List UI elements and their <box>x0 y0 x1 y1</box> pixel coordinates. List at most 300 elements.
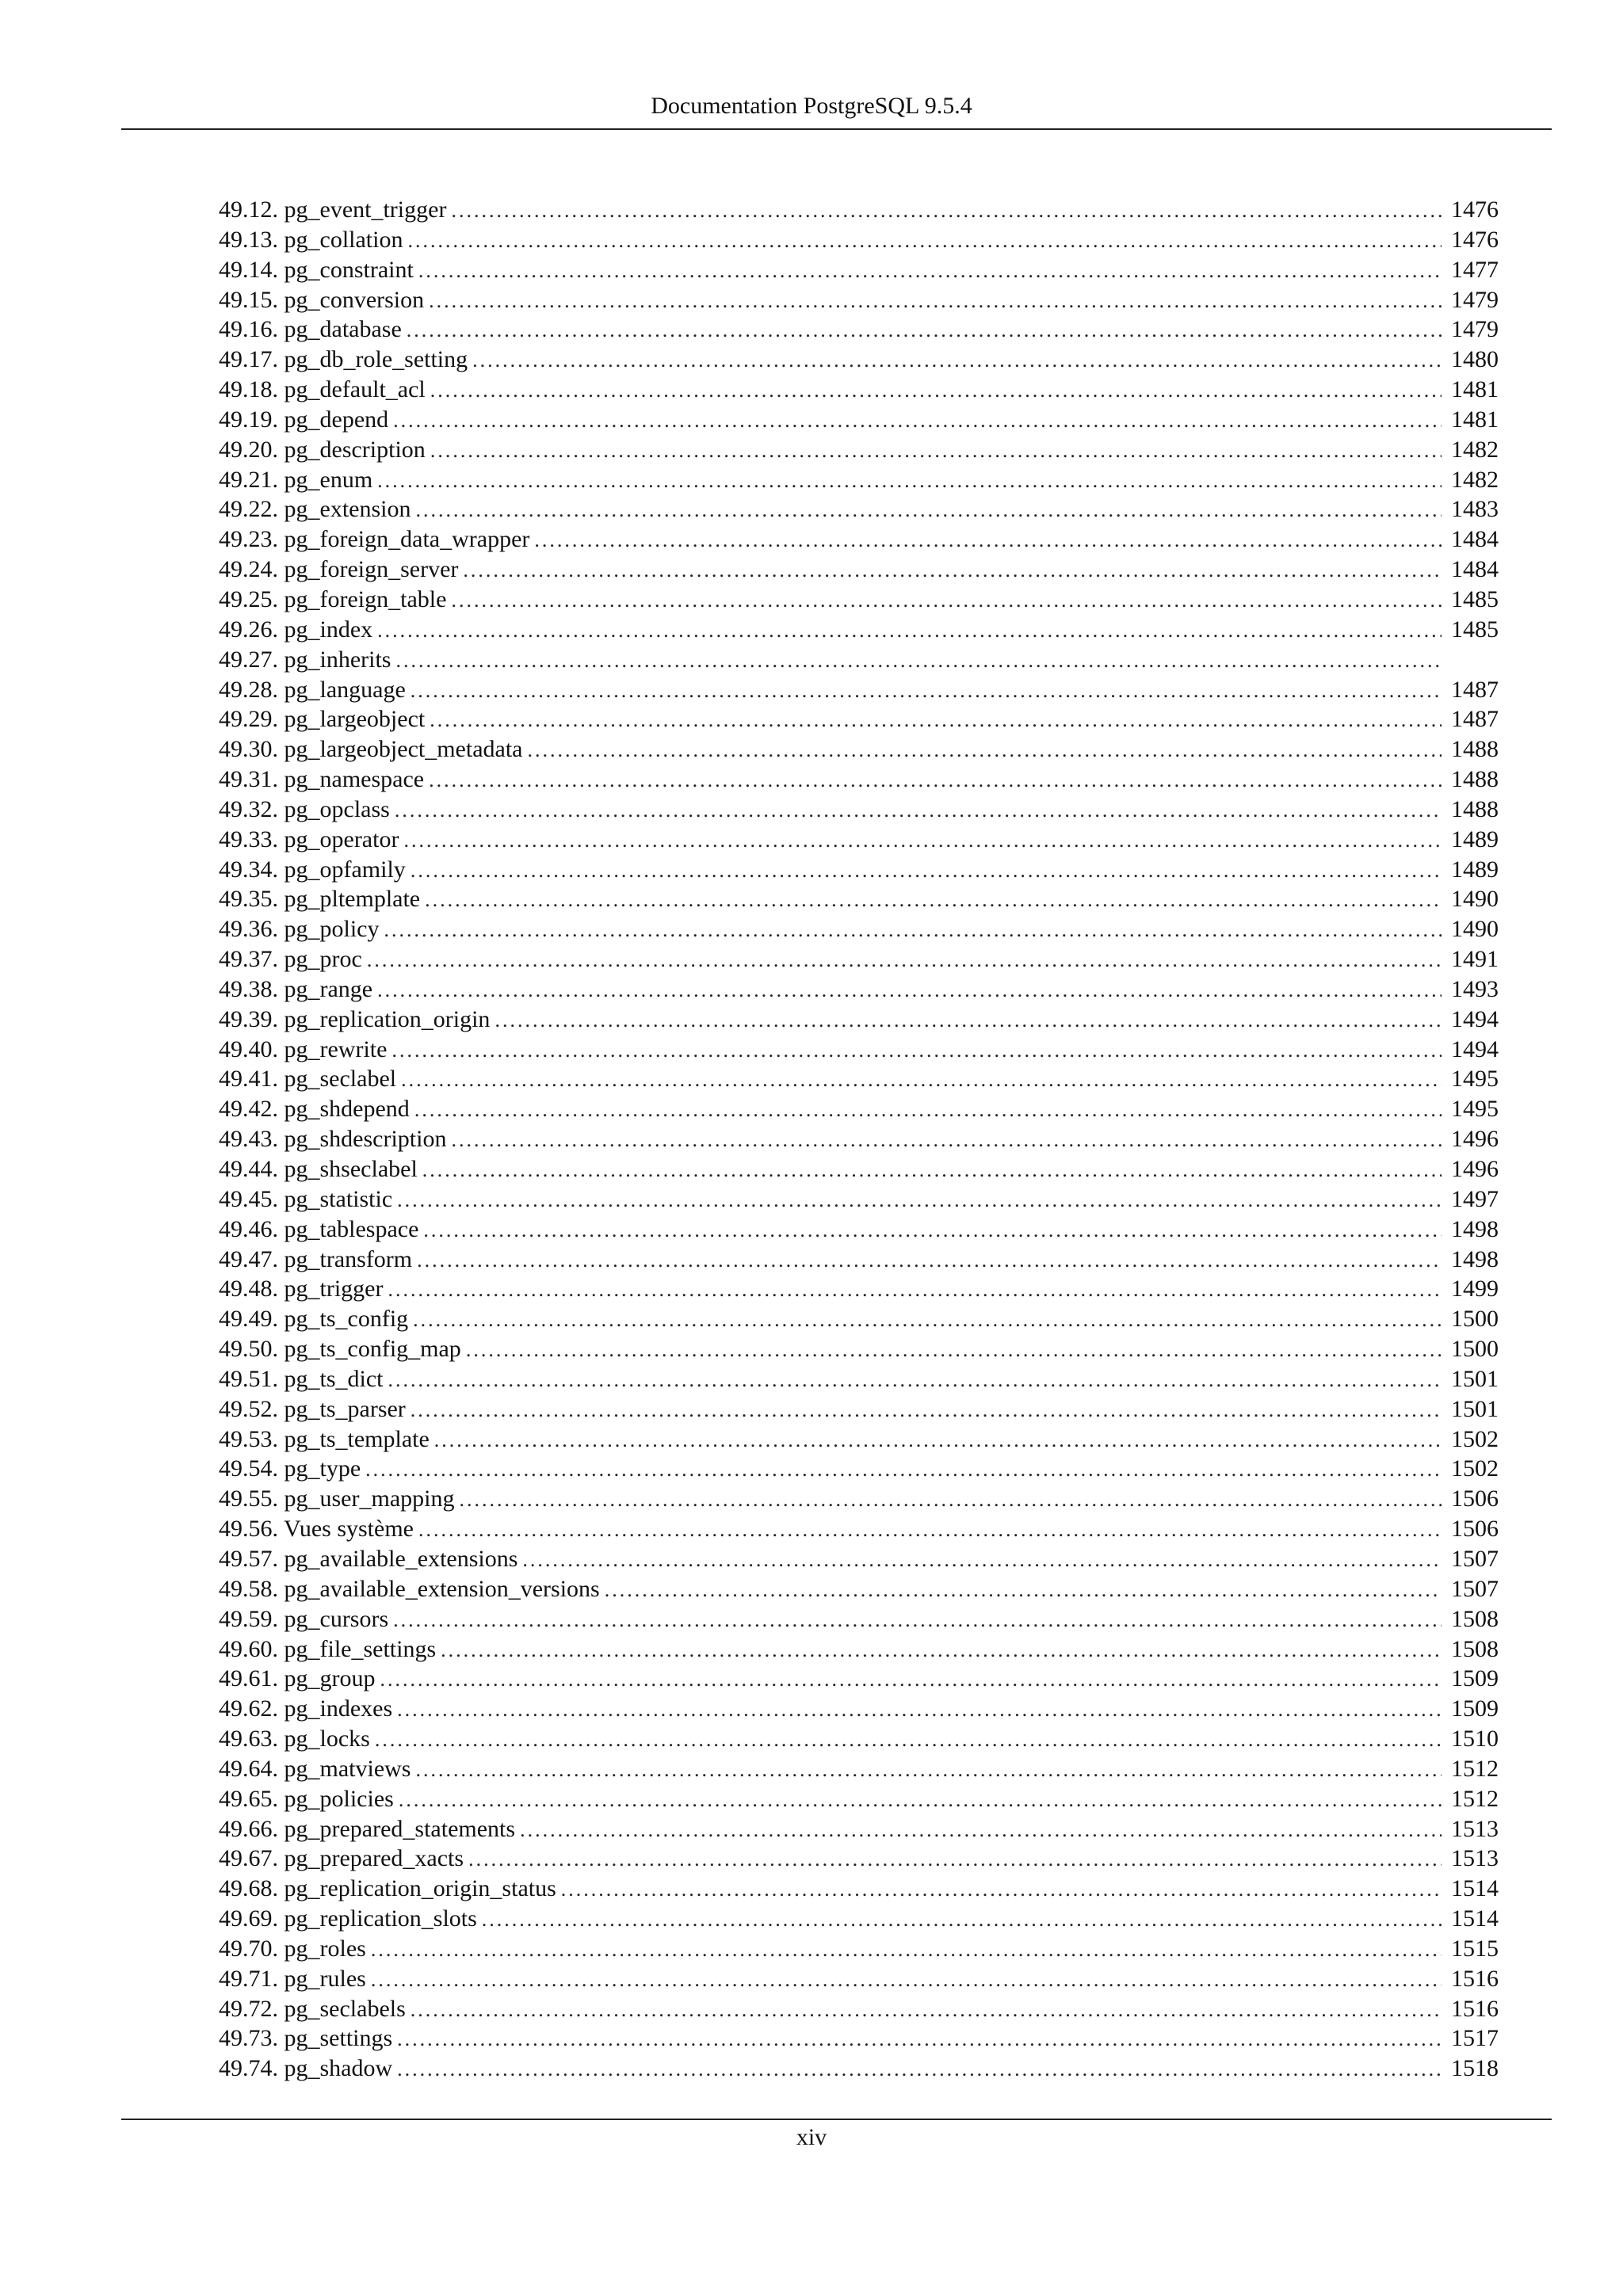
dot-leader <box>393 406 1442 436</box>
toc-entry[interactable] <box>219 1544 1499 1574</box>
toc-entry-label <box>219 1005 490 1035</box>
toc-entry-label <box>219 944 362 974</box>
toc-entry-title: pg_policies <box>284 1785 394 1812</box>
toc-entry[interactable] <box>219 1574 1499 1604</box>
toc-entry-label <box>219 1814 515 1844</box>
toc-entry-number: 49.71. <box>219 1965 278 1992</box>
toc-entry-number: 49.72. <box>219 1995 278 2022</box>
toc-entry[interactable] <box>219 494 1499 524</box>
toc-entry-label <box>219 1094 410 1124</box>
dot-leader <box>397 1695 1442 1725</box>
dot-leader <box>472 345 1442 376</box>
toc-entry-label <box>219 1394 406 1425</box>
toc-entry-title: pg_locks <box>284 1726 370 1753</box>
toc-entry[interactable] <box>219 1274 1499 1304</box>
toc-entry-page: 1512 <box>1451 1785 1499 1812</box>
toc-entry[interactable] <box>219 1364 1499 1394</box>
dot-leader <box>371 1935 1442 1965</box>
toc-entry-title: pg_type <box>284 1455 361 1482</box>
toc-entry-label <box>219 494 411 524</box>
toc-entry-page: 1518 <box>1451 2055 1499 2082</box>
dot-leader <box>468 1844 1442 1875</box>
dot-leader <box>495 1005 1442 1035</box>
toc-entry-title: pg_ts_config_map <box>284 1336 461 1363</box>
toc-entry[interactable] <box>219 1604 1499 1634</box>
toc-entry-number: 49.50. <box>219 1336 278 1363</box>
toc-entry-page: 1506 <box>1451 1486 1499 1512</box>
toc-entry-number: 49.47. <box>219 1245 278 1272</box>
toc-entry-title: pg_range <box>284 975 373 1002</box>
toc-entry[interactable] <box>219 675 1499 705</box>
toc-entry-number: 49.33. <box>219 826 278 852</box>
dot-leader <box>407 226 1442 256</box>
toc-entry[interactable] <box>219 465 1499 495</box>
toc-entry[interactable] <box>219 615 1499 645</box>
toc-entry-title: Vues système <box>283 1516 414 1543</box>
toc-entry-title: pg_rewrite <box>284 1035 388 1062</box>
toc-entry-number: 49.59. <box>219 1605 278 1632</box>
toc-entry[interactable] <box>219 1245 1499 1275</box>
toc-entry[interactable] <box>219 944 1499 974</box>
toc-entry-title: pg_available_extension_versions <box>284 1575 600 1602</box>
toc-entry[interactable] <box>219 1514 1499 1544</box>
toc-entry-number: 49.40. <box>219 1035 278 1062</box>
toc-entry-title: pg_enum <box>284 466 373 493</box>
toc-entry-page: 1509 <box>1451 1665 1499 1692</box>
dot-leader <box>422 1155 1442 1185</box>
toc-entry[interactable] <box>219 585 1499 615</box>
toc-entry-page: 1509 <box>1451 1695 1499 1722</box>
toc-entry-number: 49.57. <box>219 1545 278 1572</box>
dot-leader <box>522 1545 1442 1575</box>
toc-entry-page: 1488 <box>1451 736 1499 763</box>
toc-entry-number: 49.62. <box>219 1695 278 1722</box>
toc-entry-page: 1499 <box>1451 1276 1499 1302</box>
toc-entry-number: 49.19. <box>219 406 278 433</box>
dot-leader <box>429 765 1442 795</box>
toc-entry-title: pg_replication_origin <box>284 1005 491 1032</box>
toc-entry[interactable] <box>219 1094 1499 1124</box>
toc-entry-label <box>219 1215 418 1245</box>
dot-leader <box>411 676 1442 706</box>
toc-entry-title: pg_pltemplate <box>284 886 421 913</box>
toc-entry[interactable] <box>219 1844 1499 1874</box>
toc-entry-number: 49.17. <box>219 346 278 373</box>
toc-entry-title: pg_constraint <box>284 256 414 283</box>
toc-entry-label <box>219 1604 388 1634</box>
dot-leader <box>414 1095 1442 1125</box>
dot-leader <box>397 2054 1442 2084</box>
toc-entry[interactable] <box>219 1964 1499 1994</box>
toc-entry-label <box>219 1844 464 1874</box>
toc-entry[interactable] <box>219 405 1499 435</box>
toc-entry-label <box>219 1245 412 1275</box>
toc-entry-page: 1484 <box>1451 526 1499 553</box>
toc-entry-page: 1508 <box>1451 1635 1499 1662</box>
toc-entry[interactable] <box>219 1934 1499 1964</box>
toc-entry-label <box>219 1064 396 1094</box>
toc-entry-title: pg_transform <box>284 1245 413 1272</box>
toc-entry-title: pg_depend <box>284 406 389 433</box>
toc-entry[interactable] <box>219 1425 1499 1455</box>
dot-leader <box>415 495 1442 525</box>
toc-entry-title: pg_ts_parser <box>284 1395 406 1422</box>
toc-entry-label <box>219 1425 430 1455</box>
toc-entry-title: pg_largeobject <box>284 706 426 733</box>
toc-entry-number: 49.22. <box>219 496 278 523</box>
toc-entry-label <box>219 1934 366 1964</box>
toc-entry-title: pg_shdescription <box>284 1126 447 1153</box>
toc-entry[interactable] <box>219 974 1499 1005</box>
toc-entry-label <box>219 1964 366 1994</box>
toc-entry-label <box>219 345 468 375</box>
toc-entry[interactable] <box>219 734 1499 765</box>
toc-entry[interactable] <box>219 765 1499 795</box>
toc-entry[interactable] <box>219 1784 1499 1814</box>
toc-entry-label <box>219 795 390 825</box>
toc-entry[interactable] <box>219 1334 1499 1364</box>
toc-entry-number: 49.67. <box>219 1845 278 1872</box>
toc-entry[interactable] <box>219 524 1499 555</box>
toc-entry-number: 49.16. <box>219 316 278 343</box>
toc-entry-page: 1494 <box>1451 1035 1499 1062</box>
toc-entry[interactable] <box>219 255 1499 285</box>
toc-entry-page: 1507 <box>1451 1545 1499 1572</box>
toc-entry-number: 49.31. <box>219 766 278 793</box>
toc-entry-label <box>219 405 388 435</box>
toc-entry-title: pg_user_mapping <box>284 1486 455 1512</box>
toc-entry-label <box>219 375 426 405</box>
toc-entry-page: 1495 <box>1451 1096 1499 1123</box>
toc-entry-number: 49.46. <box>219 1215 278 1242</box>
dot-leader <box>418 1515 1442 1545</box>
toc-entry-label <box>219 1694 392 1724</box>
toc-entry-title: pg_inherits <box>284 646 391 673</box>
toc-entry[interactable] <box>219 1394 1499 1425</box>
toc-entry-label <box>219 1544 517 1574</box>
toc-entry-page: 1502 <box>1451 1455 1499 1482</box>
toc-entry[interactable] <box>219 1664 1499 1694</box>
toc-entry-label <box>219 524 529 555</box>
toc-entry-title: pg_indexes <box>284 1695 393 1722</box>
toc-entry[interactable] <box>219 1634 1499 1665</box>
dot-leader <box>423 1215 1442 1245</box>
toc-entry-page: 1513 <box>1451 1815 1499 1842</box>
toc-entry-title: pg_database <box>284 316 402 343</box>
toc-entry-number: 49.49. <box>219 1306 278 1333</box>
toc-entry-page: 1485 <box>1451 616 1499 643</box>
toc-entry[interactable] <box>219 855 1499 885</box>
toc-entry-label <box>219 585 446 615</box>
toc-entry[interactable] <box>219 2023 1499 2054</box>
toc-entry[interactable] <box>219 1124 1499 1154</box>
toc-entry-number: 49.68. <box>219 1875 278 1902</box>
toc-entry-page: 1476 <box>1451 226 1499 253</box>
toc-entry-title: pg_db_role_setting <box>284 346 468 373</box>
dot-leader <box>466 1335 1442 1365</box>
toc-entry-label <box>219 285 424 315</box>
toc-entry-number: 49.43. <box>219 1126 278 1153</box>
dot-leader <box>365 1455 1442 1485</box>
toc-entry-page: 1501 <box>1451 1365 1499 1392</box>
toc-entry[interactable] <box>219 1904 1499 1934</box>
toc-entry-title: pg_ts_config <box>284 1306 409 1333</box>
toc-entry-number: 49.69. <box>219 1905 278 1932</box>
toc-entry-title: pg_default_acl <box>284 376 426 403</box>
toc-entry-number: 49.45. <box>219 1185 278 1212</box>
toc-entry-label <box>219 734 522 765</box>
toc-entry-label <box>219 1994 406 2024</box>
dot-leader <box>371 1965 1442 1995</box>
toc-entry-title: pg_policy <box>284 916 380 943</box>
toc-entry[interactable] <box>219 1064 1499 1094</box>
toc-entry-number: 49.25. <box>219 585 278 612</box>
toc-entry-page: 1496 <box>1451 1156 1499 1182</box>
toc-entry[interactable] <box>219 1874 1499 1904</box>
toc-entry-page: 1485 <box>1451 585 1499 612</box>
toc-entry-title: pg_seclabel <box>284 1066 397 1093</box>
toc-entry-page: 1482 <box>1451 466 1499 493</box>
toc-entry-title: pg_description <box>284 436 426 463</box>
toc-entry-title: pg_opclass <box>284 795 390 822</box>
toc-entry-label <box>219 435 426 465</box>
toc-entry[interactable] <box>219 704 1499 734</box>
toc-entry-page: 1510 <box>1451 1726 1499 1753</box>
toc-entry-title: pg_opfamily <box>284 856 406 883</box>
dot-leader <box>434 1425 1442 1455</box>
toc-entry-label <box>219 1664 376 1694</box>
toc-entry[interactable] <box>219 1994 1499 2024</box>
toc-entry-page: 1515 <box>1451 1935 1499 1962</box>
toc-entry-number: 49.27. <box>219 646 278 673</box>
toc-entry-label <box>219 1874 556 1904</box>
toc-entry[interactable] <box>219 1005 1499 1035</box>
toc-entry-title: pg_replication_origin_status <box>284 1875 556 1902</box>
toc-entry-label <box>219 855 406 885</box>
toc-entry[interactable] <box>219 645 1499 675</box>
dot-leader <box>391 1035 1442 1066</box>
dot-leader <box>407 315 1442 345</box>
toc-entry-title: pg_shdepend <box>284 1096 410 1123</box>
toc-entry-title: pg_conversion <box>284 286 425 313</box>
toc-entry-number: 49.28. <box>219 676 278 703</box>
toc-entry[interactable] <box>219 225 1499 255</box>
toc-entry-number: 49.51. <box>219 1365 278 1392</box>
toc-entry-page: 1487 <box>1451 706 1499 733</box>
dot-leader <box>380 1665 1442 1695</box>
toc-entry-title: pg_collation <box>284 226 403 253</box>
toc-entry-title: pg_ts_template <box>284 1425 430 1452</box>
dot-leader <box>430 376 1442 406</box>
toc-entry-number: 49.36. <box>219 916 278 943</box>
toc-entry[interactable] <box>219 2054 1499 2084</box>
toc-entry-number: 49.58. <box>219 1575 278 1602</box>
dot-leader <box>415 1755 1442 1785</box>
toc-entry-page: 1502 <box>1451 1425 1499 1452</box>
dot-leader <box>377 616 1442 646</box>
toc-entry-label <box>219 914 380 944</box>
toc-entry-label <box>219 1304 408 1334</box>
toc-entry[interactable] <box>219 1184 1499 1215</box>
toc-entry-number: 49.61. <box>219 1665 278 1692</box>
toc-entry-title: pg_cursors <box>284 1605 389 1632</box>
toc-entry-page: 1491 <box>1451 946 1499 973</box>
toc-entry[interactable] <box>219 1724 1499 1754</box>
toc-entry-label <box>219 1035 387 1065</box>
toc-entry-label <box>219 884 420 914</box>
toc-entry[interactable] <box>219 1454 1499 1484</box>
toc-entry[interactable] <box>219 315 1499 345</box>
dot-leader <box>534 525 1442 555</box>
toc-entry-title: pg_seclabels <box>284 1995 406 2022</box>
toc-entry-title: pg_prepared_statements <box>284 1815 516 1842</box>
toc-entry[interactable] <box>219 345 1499 375</box>
toc-entry-page: 1508 <box>1451 1605 1499 1632</box>
toc-entry-label <box>219 825 399 855</box>
toc-entry[interactable] <box>219 1154 1499 1184</box>
dot-leader <box>520 1815 1442 1845</box>
dot-leader <box>429 286 1442 316</box>
toc-entry-page: 1489 <box>1451 856 1499 883</box>
toc-entry-page: 1489 <box>1451 826 1499 852</box>
toc-entry-number: 49.38. <box>219 975 278 1002</box>
toc-entry-label <box>219 1154 418 1184</box>
toc-entry-title: pg_foreign_server <box>284 556 459 583</box>
toc-entry-title: pg_foreign_table <box>284 585 447 612</box>
toc-entry-label <box>219 704 425 734</box>
header-rule <box>121 128 1552 130</box>
toc-entry-label <box>219 1784 394 1814</box>
dot-leader <box>418 256 1442 286</box>
dot-leader <box>561 1875 1442 1905</box>
toc-entry-number: 49.56. <box>219 1516 278 1543</box>
toc-entry-title: pg_trigger <box>284 1276 384 1302</box>
dot-leader <box>375 1725 1442 1755</box>
toc-entry-page: 1488 <box>1451 766 1499 793</box>
toc-entry-page: 1479 <box>1451 286 1499 313</box>
toc-entry-page: 1476 <box>1451 196 1499 223</box>
toc-entry-title: pg_available_extensions <box>284 1545 518 1572</box>
toc-entry-number: 49.26. <box>219 616 278 643</box>
toc-entry-page: 1482 <box>1451 436 1499 463</box>
toc-entry-page: 1477 <box>1451 256 1499 283</box>
toc-entry-title: pg_extension <box>284 496 411 523</box>
dot-leader <box>396 646 1442 676</box>
toc-entry[interactable] <box>219 1814 1499 1844</box>
toc-entry[interactable] <box>219 1484 1499 1514</box>
toc-entry-page: 1488 <box>1451 795 1499 822</box>
dot-leader <box>451 196 1442 226</box>
toc-entry-title: pg_replication_slots <box>284 1905 477 1932</box>
footer-rule <box>121 2119 1552 2120</box>
toc-entry[interactable] <box>219 1215 1499 1245</box>
toc-entry-label <box>219 225 403 255</box>
toc-entry-number: 49.37. <box>219 946 278 973</box>
toc-entry[interactable] <box>219 884 1499 914</box>
toc-entry[interactable] <box>219 1754 1499 1784</box>
table-of-contents <box>219 195 1499 2084</box>
toc-entry[interactable] <box>219 825 1499 855</box>
dot-leader <box>605 1575 1442 1605</box>
toc-entry-page: 1506 <box>1451 1516 1499 1543</box>
toc-entry-title: pg_foreign_data_wrapper <box>284 526 530 553</box>
toc-entry-page: 1481 <box>1451 406 1499 433</box>
toc-entry-page: 1516 <box>1451 1995 1499 2022</box>
toc-entry-title: pg_matviews <box>284 1755 411 1782</box>
toc-entry[interactable] <box>219 555 1499 585</box>
toc-entry-title: pg_file_settings <box>284 1635 437 1662</box>
toc-entry-title: pg_settings <box>284 2025 393 2052</box>
toc-entry[interactable] <box>219 914 1499 944</box>
toc-entry-number: 49.52. <box>219 1395 278 1422</box>
toc-entry-title: pg_prepared_xacts <box>284 1845 464 1872</box>
toc-entry-number: 49.14. <box>219 256 278 283</box>
toc-entry[interactable] <box>219 795 1499 825</box>
toc-entry-title: pg_rules <box>284 1965 366 1992</box>
toc-entry-label <box>219 1364 384 1394</box>
toc-entry[interactable] <box>219 435 1499 465</box>
toc-entry-number: 49.39. <box>219 1005 278 1032</box>
dot-leader <box>463 555 1442 585</box>
toc-entry-page: 1500 <box>1451 1336 1499 1363</box>
toc-entry-label <box>219 1514 414 1544</box>
toc-entry-title: pg_index <box>284 616 373 643</box>
toc-entry[interactable] <box>219 285 1499 315</box>
toc-entry[interactable] <box>219 195 1499 225</box>
dot-leader <box>451 585 1442 616</box>
toc-entry-number: 49.73. <box>219 2025 278 2052</box>
toc-entry-label <box>219 615 372 645</box>
toc-entry-number: 49.54. <box>219 1455 278 1482</box>
toc-entry-label <box>219 1574 600 1604</box>
toc-entry-number: 49.60. <box>219 1635 278 1662</box>
toc-entry-page: 1481 <box>1451 376 1499 403</box>
toc-entry-number: 49.20. <box>219 436 278 463</box>
dot-leader <box>459 1485 1442 1515</box>
toc-entry[interactable] <box>219 1694 1499 1724</box>
dot-leader <box>388 1365 1442 1395</box>
toc-entry-number: 49.66. <box>219 1815 278 1842</box>
dot-leader <box>399 1785 1442 1815</box>
toc-entry-number: 49.15. <box>219 286 278 313</box>
toc-entry-number: 49.41. <box>219 1066 278 1093</box>
dot-leader <box>527 735 1442 765</box>
dot-leader <box>388 1275 1442 1305</box>
dot-leader <box>395 795 1442 826</box>
toc-entry-number: 49.13. <box>219 226 278 253</box>
toc-entry-label <box>219 1334 461 1364</box>
toc-entry-number: 49.29. <box>219 706 278 733</box>
toc-entry-page: 1496 <box>1451 1126 1499 1153</box>
running-header: Documentation PostgreSQL 9.5.4 <box>651 93 972 119</box>
toc-entry-number: 49.34. <box>219 856 278 883</box>
toc-entry-page: 1500 <box>1451 1306 1499 1333</box>
toc-entry-page: 1517 <box>1451 2025 1499 2052</box>
toc-entry-page: 1501 <box>1451 1395 1499 1422</box>
dot-leader <box>401 1065 1442 1095</box>
toc-entry-label <box>219 645 391 675</box>
toc-entry[interactable] <box>219 1035 1499 1065</box>
toc-entry[interactable] <box>219 375 1499 405</box>
toc-entry-number: 49.64. <box>219 1755 278 1782</box>
dot-leader <box>397 2024 1442 2054</box>
toc-entry-page: 1479 <box>1451 316 1499 343</box>
toc-entry-number: 49.18. <box>219 376 278 403</box>
toc-entry-label <box>219 675 406 705</box>
dot-leader <box>367 945 1442 975</box>
toc-entry-label <box>219 1124 446 1154</box>
toc-entry[interactable] <box>219 1304 1499 1334</box>
